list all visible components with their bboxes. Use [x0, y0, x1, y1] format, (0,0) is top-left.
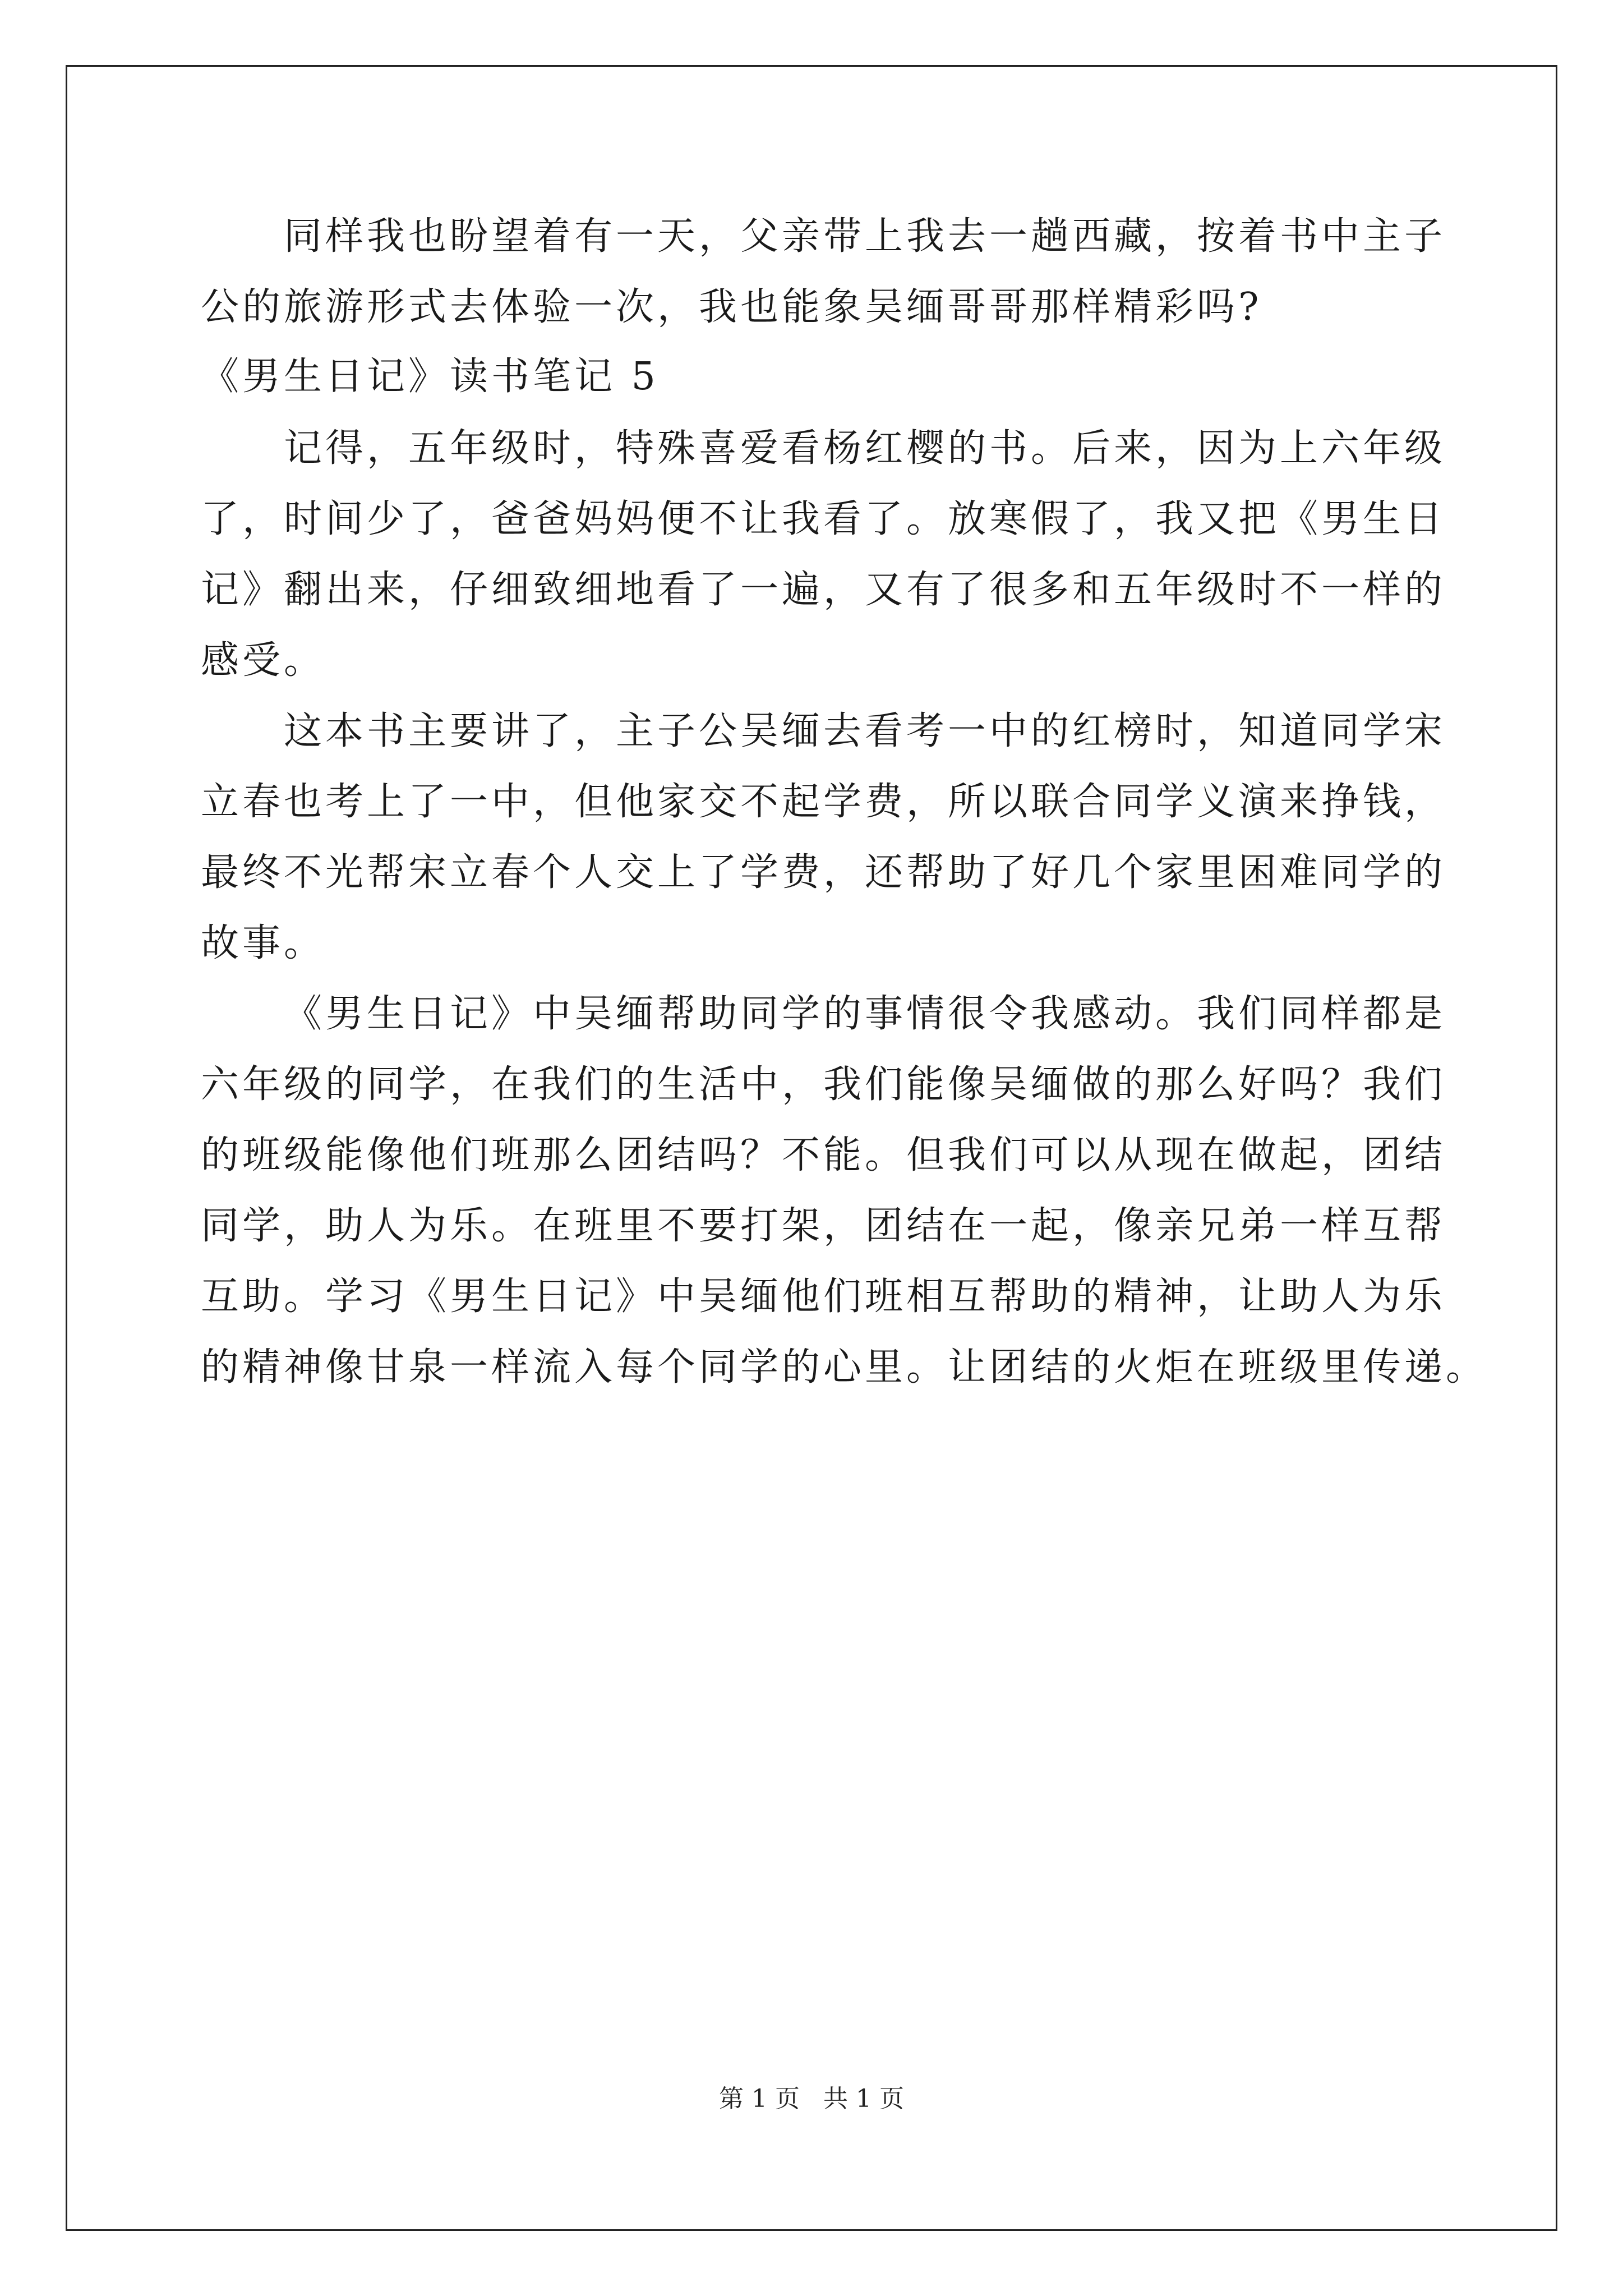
paragraph-line: 六年级的同学，在我们的生活中，我们能像吴缅做的那么好吗？我们	[201, 1062, 1446, 1107]
paragraph-line: 公的旅游形式去体验一次，我也能象吴缅哥哥那样精彩吗?	[201, 285, 1262, 329]
paragraph-line: 最终不光帮宋立春个人交上了学费，还帮助了好几个家里困难同学的	[201, 850, 1446, 895]
section-heading: 《男生日记》读书笔记 5	[201, 355, 659, 399]
paragraph-line: 的班级能像他们班那么团结吗？不能。但我们可以从现在做起，团结	[201, 1133, 1446, 1177]
paragraph-line: 的精神像甘泉一样流入每个同学的心里。让团结的火炬在班级里传递。	[201, 1345, 1488, 1389]
page-footer	[0, 2082, 1623, 2116]
paragraph-line: 故事。	[201, 921, 326, 965]
paragraph-line: 了，时间少了，爸爸妈妈便不让我看了。放寒假了，我又把《男生日	[201, 497, 1446, 541]
page-total: 共 1 页	[823, 2085, 904, 2113]
paragraph-line: 同样我也盼望着有一天，父亲带上我去一趟西藏，按着书中主子	[284, 214, 1446, 259]
paragraph-line: 感受。	[201, 638, 326, 683]
paragraph-line: 记》翻出来，仔细致细地看了一遍，又有了很多和五年级时不一样的	[201, 568, 1446, 612]
paragraph-line: 立春也考上了一中，但他家交不起学费，所以联合同学义演来挣钱，	[201, 780, 1446, 824]
paragraph-line: 记得，五年级时，特殊喜爱看杨红樱的书。后来，因为上六年级	[284, 426, 1446, 471]
paragraph-line: 同学，助人为乐。在班里不要打架，团结在一起，像亲兄弟一样互帮	[201, 1204, 1446, 1248]
page-number: 第 1 页	[719, 2085, 800, 2113]
paragraph-line: 这本书主要讲了，主子公吴缅去看考一中的红榜时，知道同学宋	[284, 709, 1446, 753]
paragraph-line: 互助。学习《男生日记》中吴缅他们班相互帮助的精神，让助人为乐	[201, 1274, 1446, 1319]
paragraph-line: 《男生日记》中吴缅帮助同学的事情很令我感动。我们同样都是	[284, 992, 1446, 1036]
